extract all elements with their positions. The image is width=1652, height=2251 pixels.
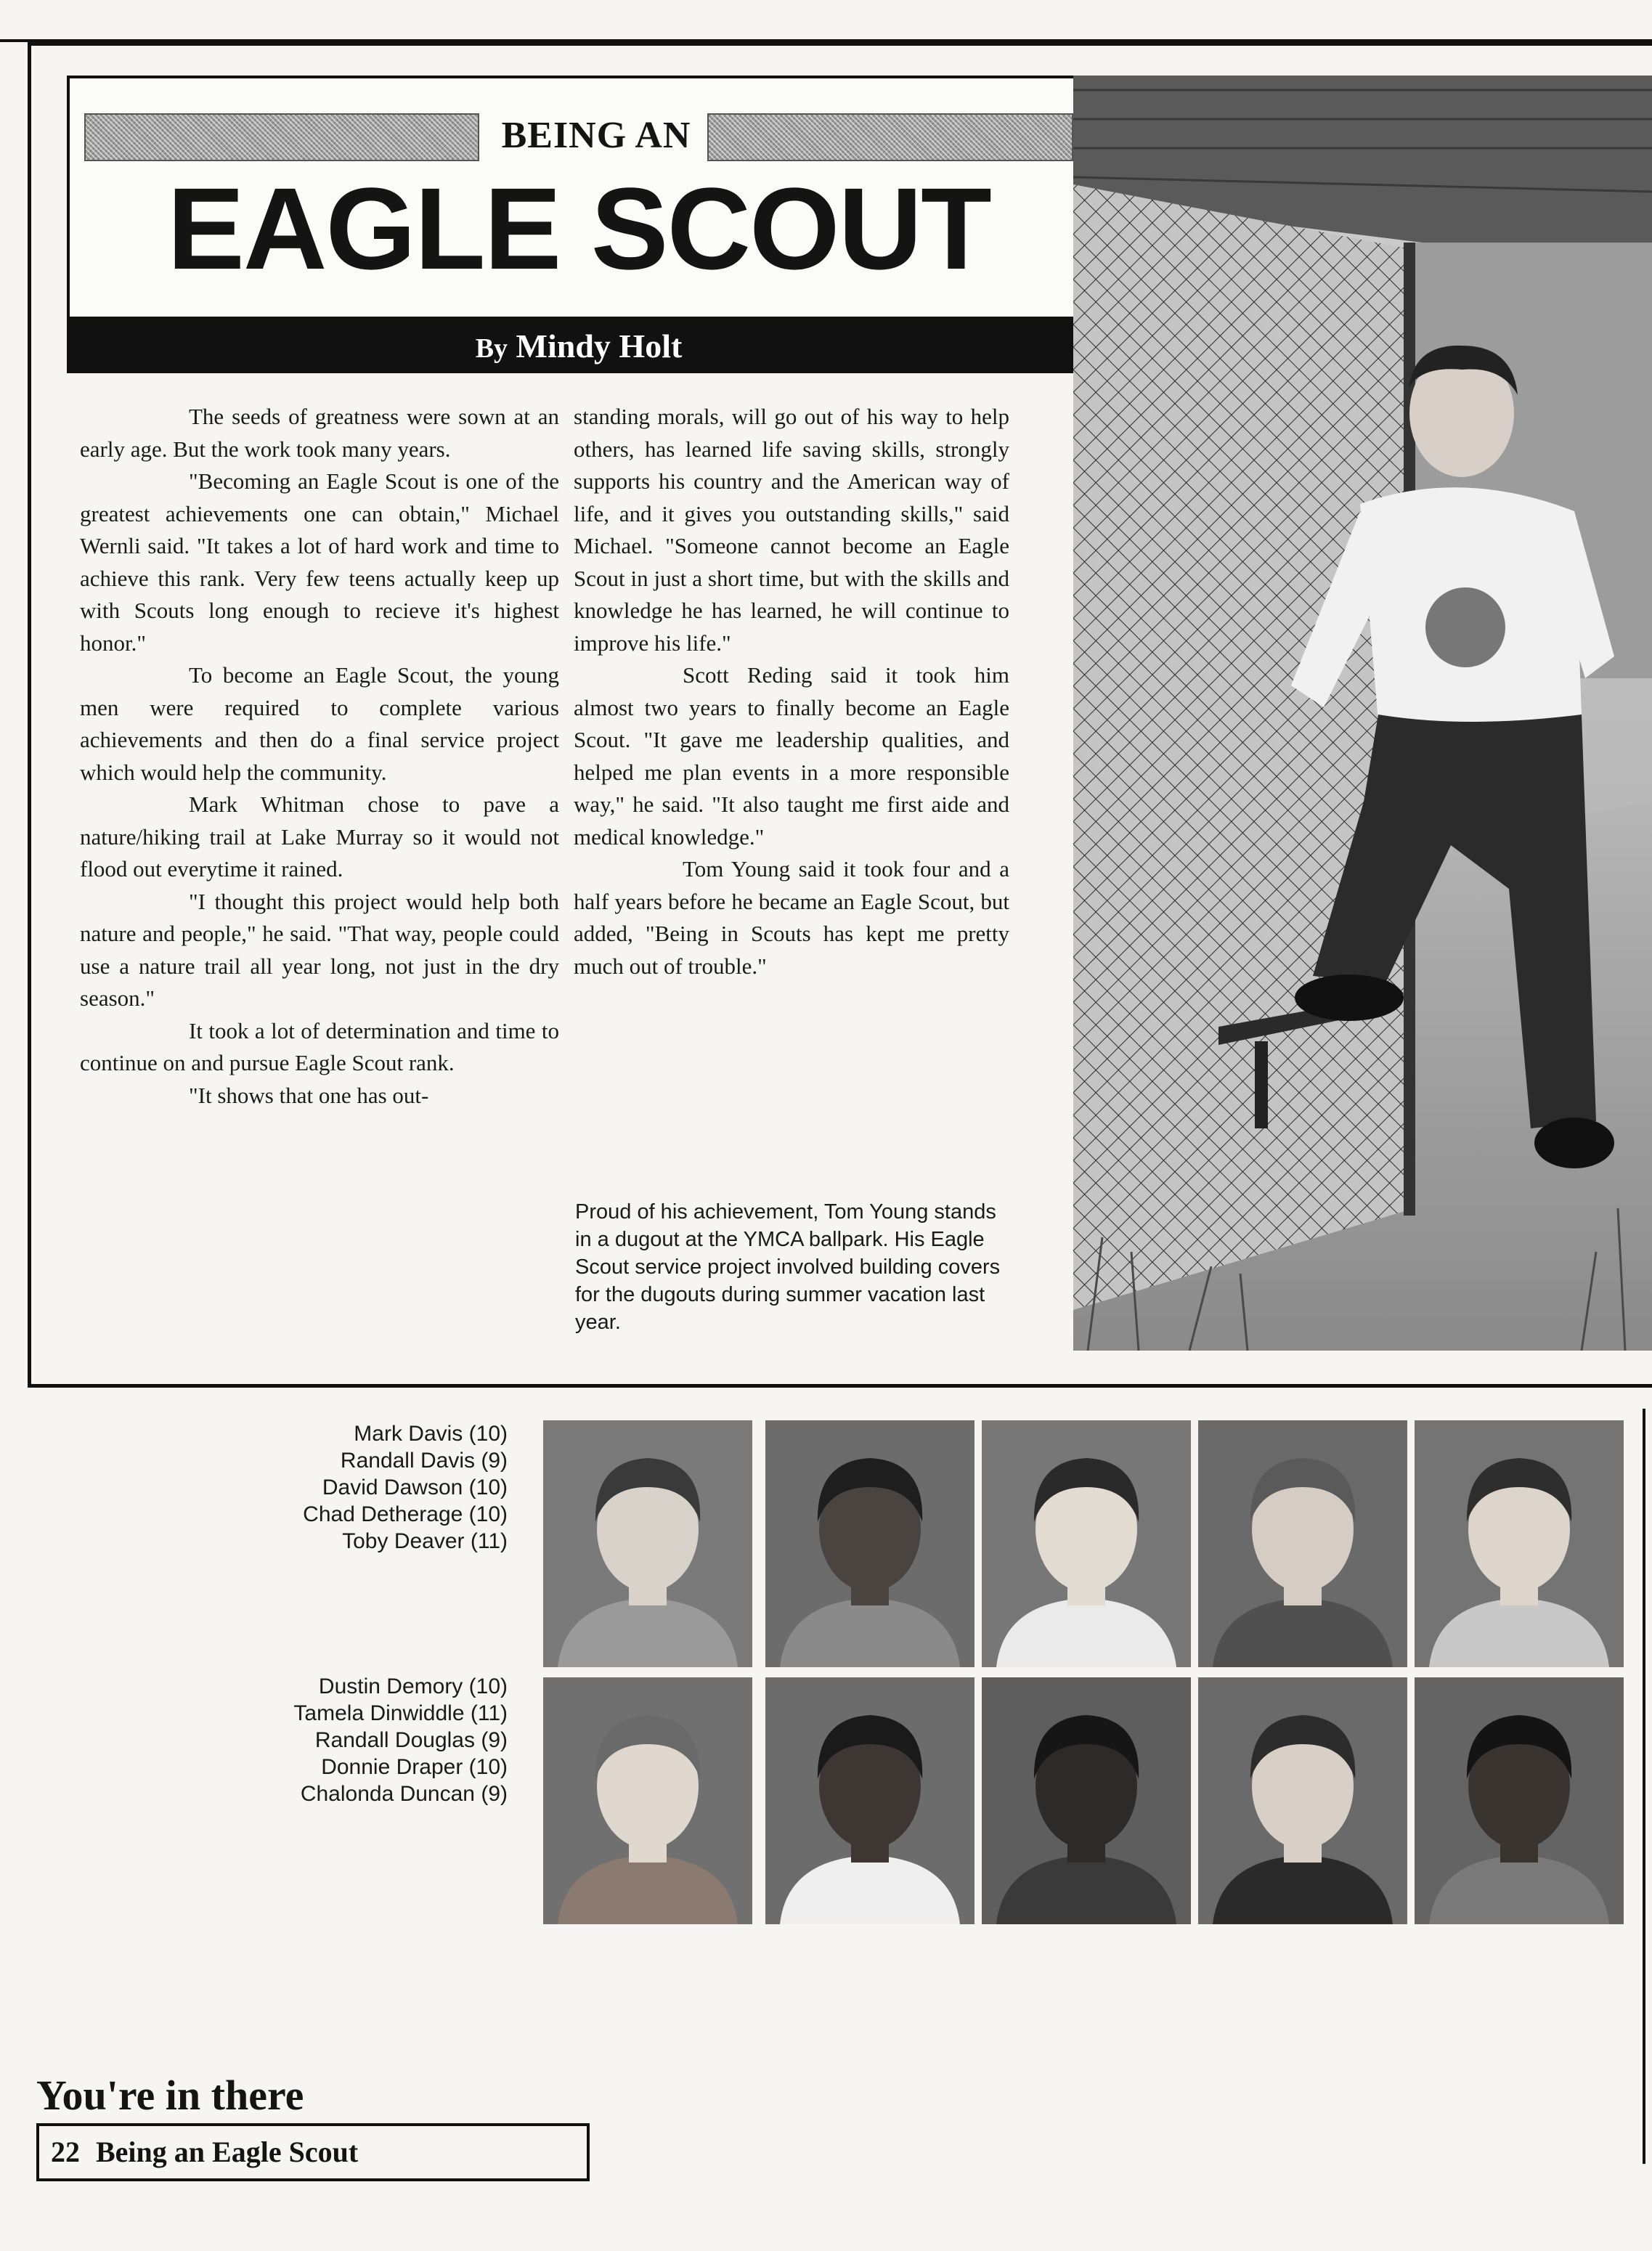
article-paragraph: Scott Reding said it took him almost two years to finally become an Eagle Scout. "It gave me leadership qualities, and helped me plan events in a more responsible way," he said. "It also taught me first aide and medical knowledge." [574, 662, 1009, 850]
student-portrait [1415, 1420, 1624, 1667]
byline-bar [67, 319, 1091, 373]
article-paragraph: It took a lot of determination and time to continue on and pursue Eagle Scout rank. [80, 1017, 559, 1075]
student-portrait [982, 1420, 1191, 1667]
student-portrait [1198, 1420, 1407, 1667]
article-paragraph: Mark Whitman chose to pave a nature/hiking trail at Lake Murray so it would not flood out everytime it rained. [80, 791, 559, 882]
student-name: Randall Douglas (9) [314, 1728, 508, 1752]
footer-heading: You're in there [36, 2072, 304, 2119]
student-portrait [1198, 1677, 1407, 1924]
student-name: Randall Davis (9) [340, 1449, 508, 1473]
student-portrait [1415, 1677, 1624, 1924]
article-paragraph: The seeds of greatness were sown at an early age. But the work took many years. [80, 404, 559, 462]
student-portrait [543, 1677, 752, 1924]
article-paragraph: "I thought this project would help both nature and people," he said. "That way, people could use a nature trail all year long, not just in the dry season." [80, 888, 559, 1011]
student-name: Chad Detherage (10) [303, 1502, 508, 1526]
article-paragraph: To become an Eagle Scout, the young men were required to complete various achievements and then do a final service project which would help the community. [80, 662, 559, 785]
hatch-decoration-left [84, 113, 479, 161]
headline-kicker: BEING AN [501, 115, 691, 156]
feature-photo [1073, 76, 1652, 1351]
article-paragraph-continued: standing morals, will go out of his way to help others, has learned life saving skills, strongly supports his country and the American way of life, and it gives you outstanding skills," said Michael. "Someone cannot become an Eagle Scout in just a short time, but with the skills and knowledge he has learned, he will continue to improve his life." [574, 404, 1009, 656]
student-name: Toby Deaver (11) [342, 1529, 508, 1553]
article-paragraph: "Becoming an Eagle Scout is one of the greatest achievements one can obtain," Michael Wernli said. "It takes a lot of hard work and time to achieve this rank. Very few teens actually keep up with Scouts long enough to recieve it's highest honor." [80, 468, 559, 656]
student-portrait [982, 1677, 1191, 1924]
student-portrait [543, 1420, 752, 1667]
student-name: David Dawson (10) [322, 1475, 508, 1499]
article-column-middle [574, 401, 1009, 982]
section-title: Being an Eagle Scout [96, 2136, 359, 2168]
article-paragraph: Tom Young said it took four and a half years before he became an Eagle Scout, but added, "Being in Scouts has kept me pretty much out of trouble." [574, 856, 1009, 979]
student-name: Dustin Demory (10) [318, 1674, 508, 1698]
page-edge-mark [1643, 1409, 1652, 2164]
portrait-names-row2 [293, 1673, 508, 1807]
article-column-left [80, 401, 559, 1112]
portrait-names-row1 [303, 1420, 508, 1555]
article-paragraph: "It shows that one has out- [189, 1082, 429, 1108]
headline-box [67, 76, 1091, 319]
headline-title: EAGLE SCOUT [167, 163, 990, 293]
student-name: Mark Davis (10) [354, 1422, 508, 1446]
byline-prefix: By [475, 333, 508, 364]
student-portrait [765, 1677, 974, 1924]
photo-caption: Proud of his achievement, Tom Young stands in a dugout at the YMCA ballpark. His Eagle Scout service project involved building covers for the dugouts during summer vacation last year. [575, 1200, 1001, 1334]
page-number: 22 [51, 2136, 80, 2168]
student-name: Chalonda Duncan (9) [300, 1782, 508, 1806]
byline-name: Mindy Holt [516, 327, 683, 365]
student-name: Tamela Dinwiddle (11) [293, 1701, 508, 1725]
footer-folio [36, 2123, 590, 2181]
hatch-decoration-right [707, 113, 1073, 161]
student-name: Donnie Draper (10) [321, 1755, 508, 1779]
student-portrait [765, 1420, 974, 1667]
